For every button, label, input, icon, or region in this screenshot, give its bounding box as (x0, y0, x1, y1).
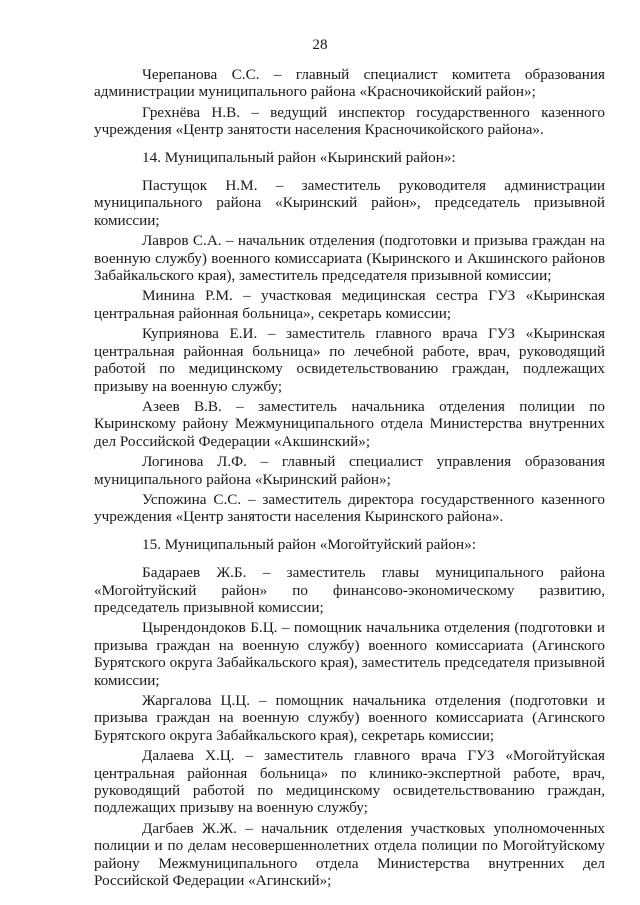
member-entry: Логинова Л.Ф. – главный специалист управления образования муниципального района «Кыринский район»; (94, 453, 605, 488)
member-entry: Далаева Х.Ц. – заместитель главного врача ГУЗ «Могойтуйская центральная районная больница» по клинико-экспертной работе, врач, руководящий работой по медицинскому освидетельствованию граждан, подлежащих призыву на военную службу; (94, 747, 605, 817)
member-entry: Куприянова Е.И. – заместитель главного врача ГУЗ «Кыринская центральная районная больница» по лечебной работе, врач, руководящий работой по медицинскому освидетельствованию граждан, подлежащих призыву на военную службу; (94, 325, 605, 395)
member-entry: Дагбаев Ж.Ж. – начальник отделения участковых уполномоченных полиции и по делам несовершеннолетних отдела полиции по Могойтуйскому району Межмуниципального отдела Министерства внутренних дел Российской Федерации «Агинский»; (94, 819, 605, 890)
member-entry: Азеев В.В. – заместитель начальника отделения полиции по Кыринскому району Межмуниципального отдела Министерства внутренних дел Российской Федерации «Акшинский»; (94, 397, 605, 450)
member-entry: Успожина С.С. – заместитель директора государственного казенного учреждения «Центр занятости населения Кыринского района». (94, 490, 605, 526)
section-heading: 15. Муниципальный район «Могойтуйский район»: (142, 535, 476, 553)
member-entry: Бадараев Ж.Б. – заместитель главы муниципального района «Могойтуйский район» по финансово-экономическому развитию, председатель призывной комиссии; (94, 564, 605, 616)
member-entry: Цырендондоков Б.Ц. – помощник начальника отделения (подготовки и призыва граждан на военную службу) военного комиссариата (Агинского Бурятского округа Забайкальского края), заместитель председателя призывной комиссии; (94, 619, 605, 689)
member-entry: Грехнёва Н.В. – ведущий инспектор государственного казенного учреждения «Центр занятости населения Красночикойского района». (94, 103, 605, 139)
member-entry: Лавров С.А. – начальник отделения (подготовки и призыва граждан на военную службу) военного комиссариата (Кыринского и Акшинского районов Забайкальского края), заместитель председателя призывной комиссии; (94, 232, 605, 285)
member-entry: Минина Р.М. – участковая медицинская сестра ГУЗ «Кыринская центральная районная больница», секретарь комиссии; (94, 287, 605, 322)
member-entry: Пастущок Н.М. – заместитель руководителя администрации муниципального района «Кыринский район», председатель призывной комиссии; (94, 177, 605, 229)
page-number: 28 (312, 36, 328, 53)
member-entry: Жаргалова Ц.Ц. – помощник начальника отделения (подготовки и призыва граждан на военную службу) военного комиссариата (Агинского Бурятского округа Забайкальского края), секретарь комиссии; (94, 692, 605, 744)
member-entry: Черепанова С.С. – главный специалист комитета образования администрации муниципального района «Красночикойский район»; (94, 66, 605, 101)
section-heading: 14. Муниципальный район «Кыринский район»: (142, 148, 456, 166)
document-body (94, 66, 605, 892)
